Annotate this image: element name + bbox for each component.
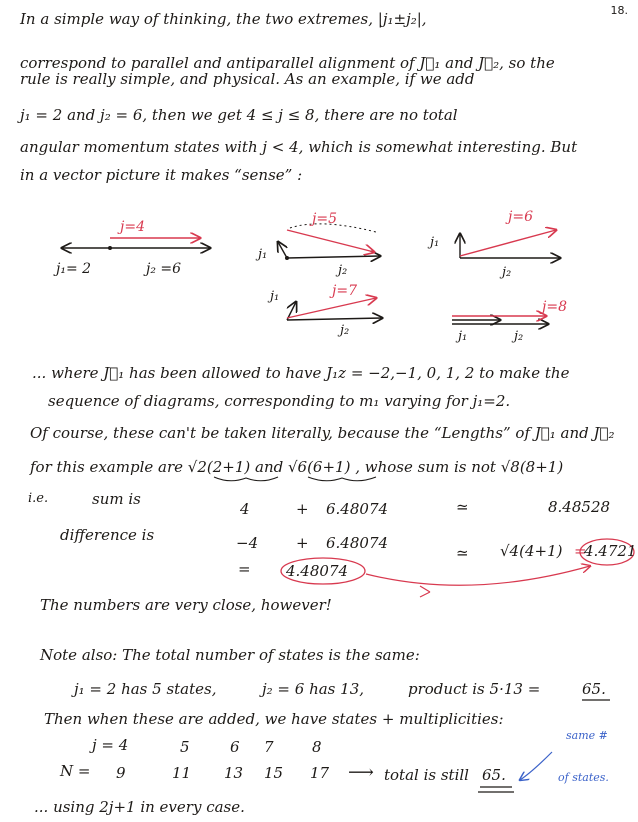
text-line-7: ... where J⃗₁ has been allowed to have J₁z = −2,−1, 0, 1, 2 to make the <box>32 364 570 382</box>
j-label: j = 4 <box>92 736 129 754</box>
sum-a: 4 <box>240 500 250 518</box>
n-value: 17 <box>310 764 330 782</box>
diff-eq: = <box>574 542 587 560</box>
diff-a: −4 <box>236 534 259 552</box>
numbers-close: The numbers are very close, however! <box>40 596 332 614</box>
label-d3-j: j=6 <box>508 209 533 225</box>
page-number: 18. <box>610 4 628 17</box>
label-d3-j2: j₂ <box>502 265 512 280</box>
n-value: 15 <box>264 764 284 782</box>
text-line-4: j₁ = 2 and j₂ = 6, then we get 4 ≤ j ≤ 8, there are no total <box>20 106 458 124</box>
diff-sqrt: √4(4+1) <box>500 542 563 560</box>
diagram-j7 <box>287 298 382 320</box>
note-line-2b: j₂ = 6 has 13, <box>262 680 365 698</box>
note-line-2a: j₁ = 2 has 5 states, <box>74 680 217 698</box>
note-line-2c: product is 5·13 = <box>408 680 541 698</box>
sum-approx: ≃ <box>456 498 469 516</box>
side-note-arrow <box>520 752 552 780</box>
label-d2-j: j=5 <box>312 211 337 227</box>
j-value: 5 <box>180 738 190 756</box>
side-note-2: of states. <box>558 771 609 784</box>
label-d3-j1: j₁ <box>430 235 440 250</box>
label-d4-j2: j₂ <box>340 323 350 338</box>
label-d5-j2: j₂ <box>514 329 524 344</box>
text-line-5: angular momentum states with j < 4, which is somewhat interesting. But <box>20 138 578 156</box>
side-note-1: same # <box>566 729 608 742</box>
j-vector <box>287 298 376 318</box>
diagram-j5 <box>278 224 380 260</box>
n-value: 9 <box>116 764 126 782</box>
brace-j1 <box>214 477 278 481</box>
diff-value-circled: 4.48074 <box>286 562 349 580</box>
label-d2-j1: j₁ <box>258 247 268 262</box>
j2-vector <box>287 318 382 320</box>
text-line-6: in a vector picture it makes “sense” : <box>20 166 303 184</box>
text-line-1: In a simple way of thinking, the two extremes, |j₁±j₂|, <box>20 10 427 28</box>
label-d5-j: j=8 <box>542 299 567 315</box>
text-line-8: sequence of diagrams, corresponding to m₁ varying for j₁=2. <box>48 392 511 410</box>
label-d1-j: j=4 <box>120 219 145 235</box>
label-d2-j2: j₂ <box>338 263 348 278</box>
diff-label: difference is <box>60 526 155 544</box>
diff-approx: ≃ <box>456 544 469 562</box>
note-line-3: Then when these are added, we have states + multiplicities: <box>44 710 504 728</box>
label-d1-j1: j₁= 2 <box>56 261 92 277</box>
n-value: 11 <box>172 764 192 782</box>
j-value: 6 <box>230 738 240 756</box>
diagram-j4 <box>62 238 210 250</box>
n-value: 13 <box>224 764 244 782</box>
j-vector <box>287 230 374 252</box>
diff-eq2: = <box>238 560 251 578</box>
j-vector <box>460 230 556 256</box>
j2-vector <box>287 256 380 258</box>
sum-label: sum is <box>92 490 141 508</box>
diagram-j8 <box>452 316 548 324</box>
label-d1-j2: j₂ =6 <box>146 261 182 277</box>
comparison-arrow <box>366 566 590 585</box>
diff-result-circled: 4.4721 <box>584 542 637 560</box>
total-text: total is still <box>384 766 469 784</box>
j-value: 8 <box>312 738 322 756</box>
product: 65. <box>582 680 606 698</box>
text-line-2: correspond to parallel and antiparallel alignment of J⃗₁ and J⃗₂, so the <box>20 54 555 72</box>
arrow-glyph: ⟶ <box>348 762 374 783</box>
diff-b: 6.48074 <box>326 534 389 552</box>
text-line-10: for this example are √2(2+1) and √6(6+1) , whose sum is not √8(8+1) <box>30 458 564 476</box>
brace-j2 <box>308 477 376 481</box>
label-d4-j: j=7 <box>332 283 357 299</box>
text-line-3: rule is really simple, and physical. As an example, if we add <box>20 70 475 88</box>
n-label: N = <box>60 762 91 780</box>
label-d5-j1: j₁ <box>458 329 468 344</box>
j-value: 7 <box>264 738 274 756</box>
diff-plus: + <box>296 534 309 552</box>
j1-vector <box>278 242 287 258</box>
ie-label: i.e. <box>28 491 49 506</box>
note-line-1: Note also: The total number of states is the same: <box>40 646 420 664</box>
sum-plus: + <box>296 500 309 518</box>
text-line-9: Of course, these can't be taken literally, because the “Lengths” of J⃗₁ and J⃗₂ <box>30 424 615 442</box>
diagram-j6 <box>460 230 560 258</box>
sum-result: 8.48528 <box>548 498 611 516</box>
sum-b: 6.48074 <box>326 500 389 518</box>
footer-text: ... using 2j+1 in every case. <box>34 798 245 816</box>
label-d4-j1: j₁ <box>270 289 280 304</box>
total: 65. <box>482 766 506 784</box>
